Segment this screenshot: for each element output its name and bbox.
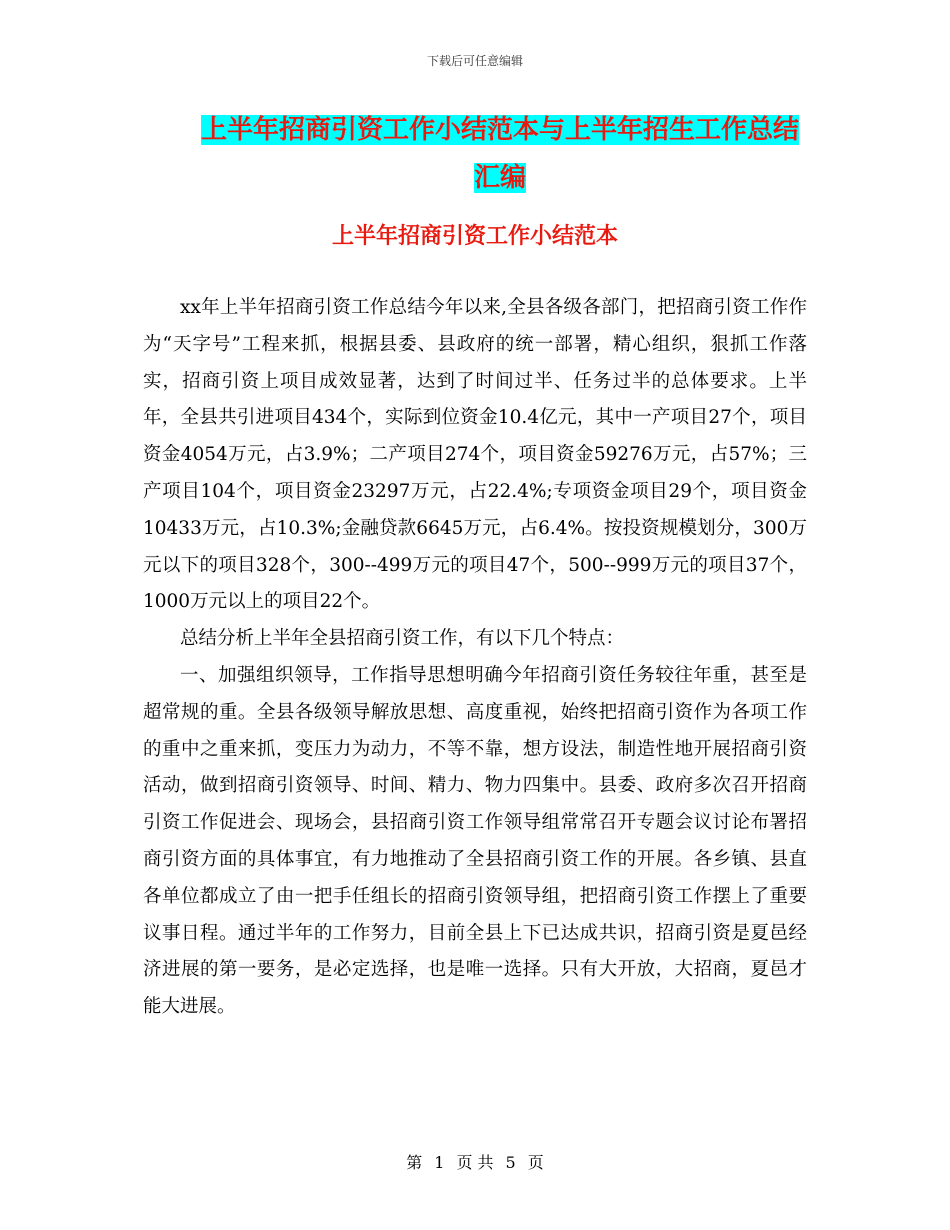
page-footer xyxy=(0,1150,950,1173)
document-title xyxy=(190,106,810,202)
header-note: 下载后可任意编辑 xyxy=(426,54,523,68)
body-text xyxy=(143,290,807,1026)
section-title: 上半年招商引资工作小结范本 xyxy=(331,224,618,249)
document-title-line-2: 汇编 xyxy=(473,163,526,193)
page-total: 5 xyxy=(505,1153,516,1172)
paragraph-1: xx年上半年招商引资工作总结今年以来,全县各级各部门，把招商引资工作作为“天字号”工程来抓，根据县委、县政府的统一部署，精心组织，狠抓工作落实，招商引资上项目成效显著，达到了时间过半、任务过半的总体要求。上半年，全县共引进项目434个，实际到位资金10.4亿元，其中一产项目27个，项目资金4054万元，占3.9%；二产项目274个，项目资金59276万元，占57%；三产项目104个，项目资金23297万元，占22.4%;专项资金项目29个，项目资金10433万元，占10.3%;金融贷款6645万元，占6.4%。按投资规模划分，300万元以下的项目328个，300--499万元的项目47个，500--999万元的项目37个，1000万元以上的项目22个。 xyxy=(143,297,807,613)
footer-suffix: 页 xyxy=(527,1153,544,1172)
paragraph-3: 一、加强组织领导，工作指导思想明确今年招商引资任务较往年重，甚至是超常规的重。全县各级领导解放思想、高度重视，始终把招商引资作为各项工作的重中之重来抓，变压力为动力，不等不靠，想方设法，制造性地开展招商引资活动，做到招商引资领导、时间、精力、物力四集中。县委、政府多次召开招商引资工作促进会、现场会，县招商引资工作领导组常常召开专题会议讨论布署招商引资方面的具体事宜，有力地推动了全县招商引资工作的开展。各乡镇、县直各单位都成立了由一把手任组长的招商引资领导组，把招商引资工作摆上了重要议事日程。通过半年的工作努力，目前全县上下已达成共识，招商引资是夏邑经济进展的第一要务，是必定选择，也是唯一选择。只有大开放，大招商，夏邑才能大进展。 xyxy=(143,664,807,1018)
footer-middle: 页 共 xyxy=(456,1153,494,1172)
footer-prefix: 第 xyxy=(406,1153,423,1172)
page-number: 1 xyxy=(434,1153,445,1172)
document-title-line-1: 上半年招商引资工作小结范本与上半年招生工作总结 xyxy=(200,115,799,145)
paragraph-2: 总结分析上半年全县招商引资工作，有以下几个特点： xyxy=(180,628,625,650)
